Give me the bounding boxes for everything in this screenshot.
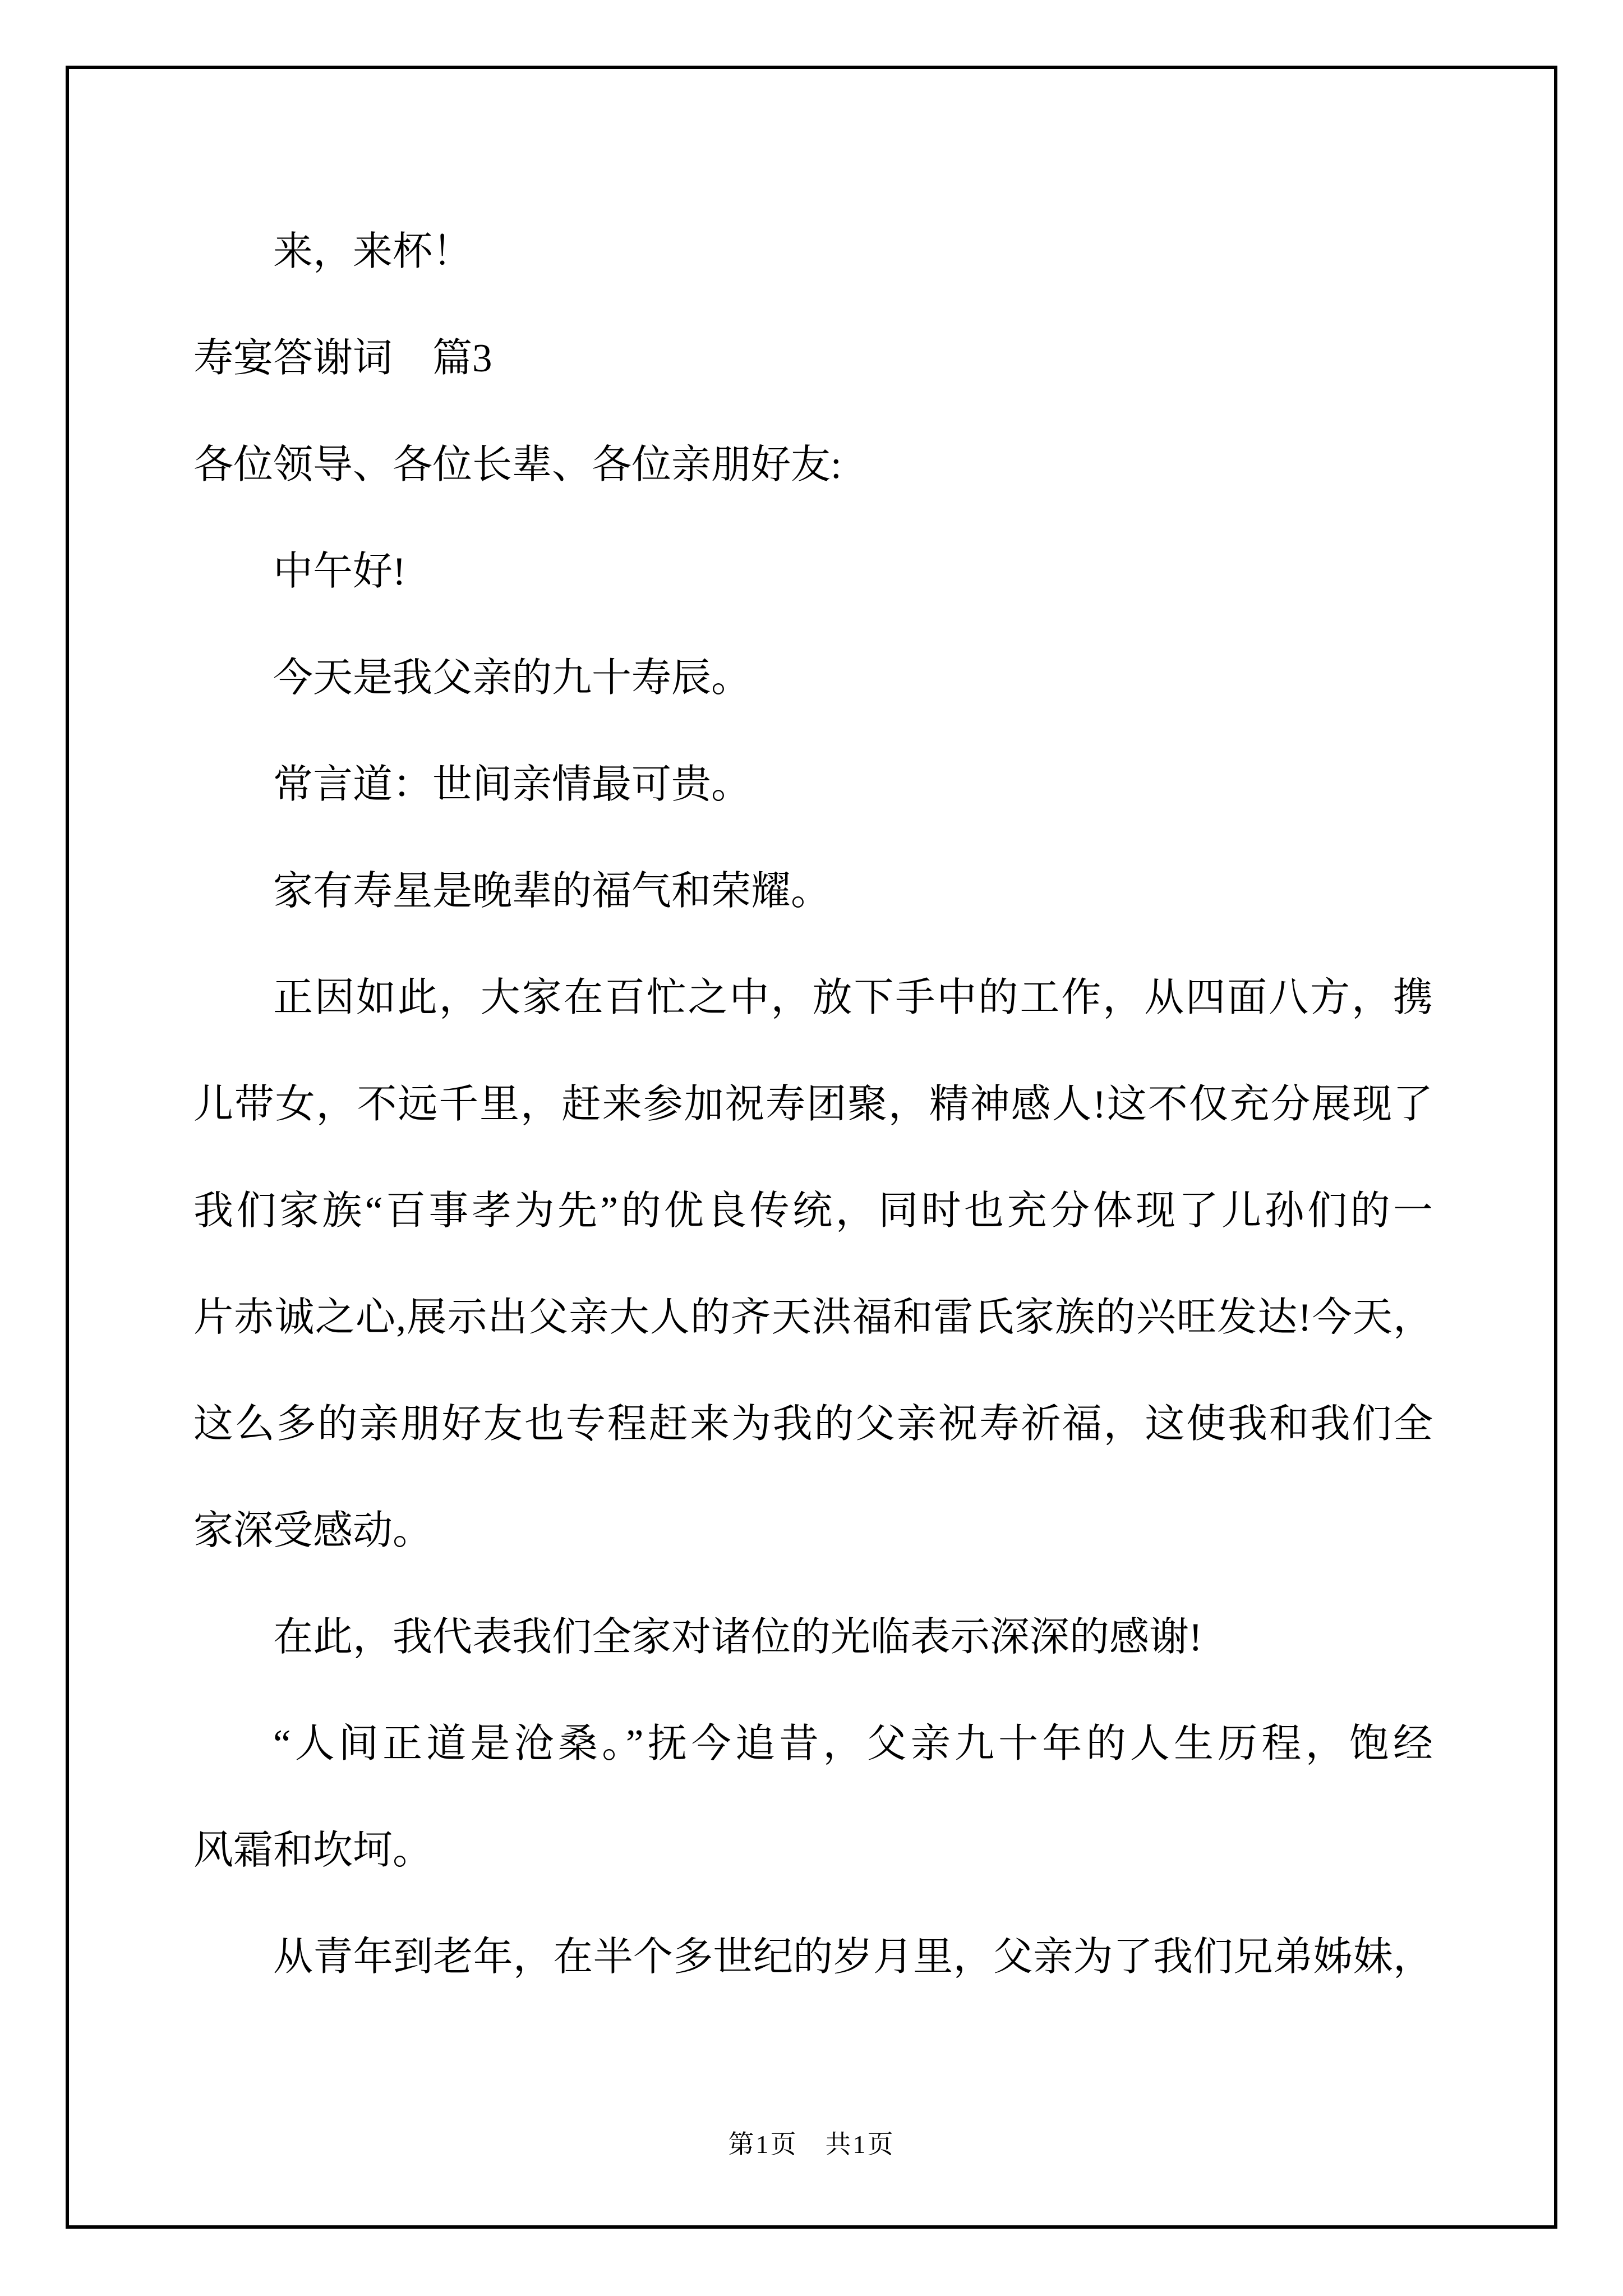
text-line: 家深受感动。 bbox=[193, 1509, 433, 1553]
text-line: 正因如此，大家在百忙之中，放下手中的工作，从四面八方，携 bbox=[273, 976, 1433, 1020]
text-line: 在此，我代表我们全家对诸位的光临表示深深的感谢! bbox=[273, 1616, 1202, 1659]
text-line: 今天是我父亲的九十寿辰。 bbox=[273, 656, 751, 700]
text-line: 这么多的亲朋好友也专程赶来为我的父亲祝寿祈福，这使我和我们全 bbox=[193, 1402, 1433, 1446]
text-line: 常言道：世间亲情最可贵。 bbox=[273, 763, 751, 807]
section-heading: 寿宴答谢词 篇3 bbox=[193, 337, 492, 380]
page-number: 第1页 共1页 bbox=[728, 2130, 895, 2159]
text-line: 来，来杯！ bbox=[273, 230, 473, 274]
text-line: “人间正道是沧桑。”抚今追昔，父亲九十年的人生历程，饱经 bbox=[273, 1722, 1433, 1766]
text-line: 我们家族“百事孝为先”的优良传统，同时也充分体现了儿孙们的一 bbox=[193, 1189, 1433, 1233]
text-line: 儿带女，不远千里，赶来参加祝寿团聚，精神感人!这不仅充分展现了 bbox=[193, 1083, 1433, 1126]
text-line: 从青年到老年，在半个多世纪的岁月里，父亲为了我们兄弟姊妹， bbox=[273, 1935, 1433, 1979]
text-line: 风霜和坎坷。 bbox=[193, 1829, 433, 1872]
salutation-line: 各位领导、各位长辈、各位亲朋好友: bbox=[193, 443, 842, 487]
text-line: 片赤诚之心,展示出父亲大人的齐天洪福和雷氏家族的兴旺发达!今天， bbox=[193, 1296, 1433, 1340]
text-line: 中午好! bbox=[273, 550, 406, 593]
page-footer bbox=[0, 2128, 1623, 2161]
text-line: 家有寿星是晚辈的福气和荣耀。 bbox=[273, 869, 831, 913]
document-body bbox=[193, 199, 1433, 2010]
